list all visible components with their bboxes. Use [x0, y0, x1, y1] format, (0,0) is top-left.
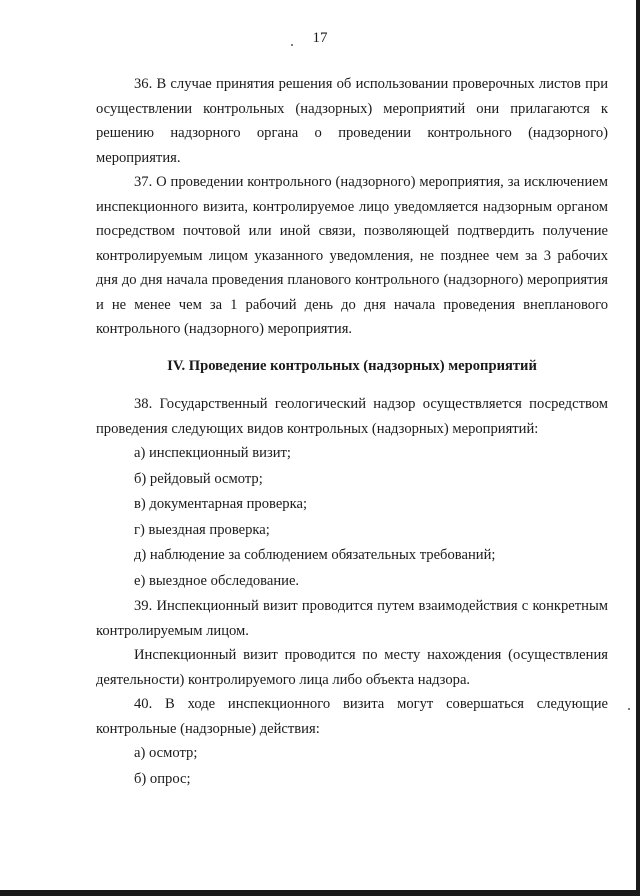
section-heading: IV. Проведение контрольных (надзорных) мероприятий	[167, 357, 537, 374]
list-item: в) документарная проверка;	[134, 496, 307, 512]
paragraph-36: 36. В случае принятия решения об использовании проверочных листов при осуществлении контрольных (надзорных) мероприятий они прилагаются к решению надзорного органа о проведении контрольного (надзорного) мероприятия.	[96, 76, 608, 166]
scan-border-bottom	[0, 890, 640, 896]
scan-border-right	[636, 0, 640, 896]
list-item: а) инспекционный визит;	[134, 445, 291, 461]
document-body	[96, 72, 608, 792]
list-item: б) рейдовый осмотр;	[134, 470, 263, 487]
page-number: 17	[312, 30, 328, 46]
scan-speck	[628, 708, 630, 710]
paragraph-40: 40. В ходе инспекционного визита могут совершаться следующие контрольные (надзорные) действия:	[96, 696, 608, 737]
list-item: е) выездное обследование.	[134, 572, 300, 589]
list-item: б) опрос;	[134, 770, 191, 787]
paragraph-39: 39. Инспекционный визит проводится путем взаимодействия с конкретным контролируемым лицом.	[96, 598, 608, 639]
list-item: а) осмотр;	[134, 745, 198, 761]
list-item: г) выездная проверка;	[134, 521, 270, 538]
paragraph-39-continued: Инспекционный визит проводится по месту нахождения (осуществления деятельности) контролируемого лица либо объекта надзора.	[96, 647, 608, 688]
list-item: д) наблюдение за соблюдением обязательных требований;	[134, 547, 496, 563]
paragraph-37: 37. О проведении контрольного (надзорного) мероприятия, за исключением инспекционного визита, контролируемое лицо уведомляется надзорным органом посредством почтовой или иной связи, позволяющей подтвердить получение контролируемым лицом указанного уведомления, не позднее чем за 3 рабочих дня до дня начала проведения планового контрольного (надзорного) мероприятия и не менее чем за 1 рабочий день до дня начала проведения внепланового контрольного (надзорного) мероприятия.	[96, 174, 608, 337]
paragraph-38: 38. Государственный геологический надзор осуществляется посредством проведения следующих видов контрольных (надзорных) мероприятий:	[96, 396, 608, 437]
